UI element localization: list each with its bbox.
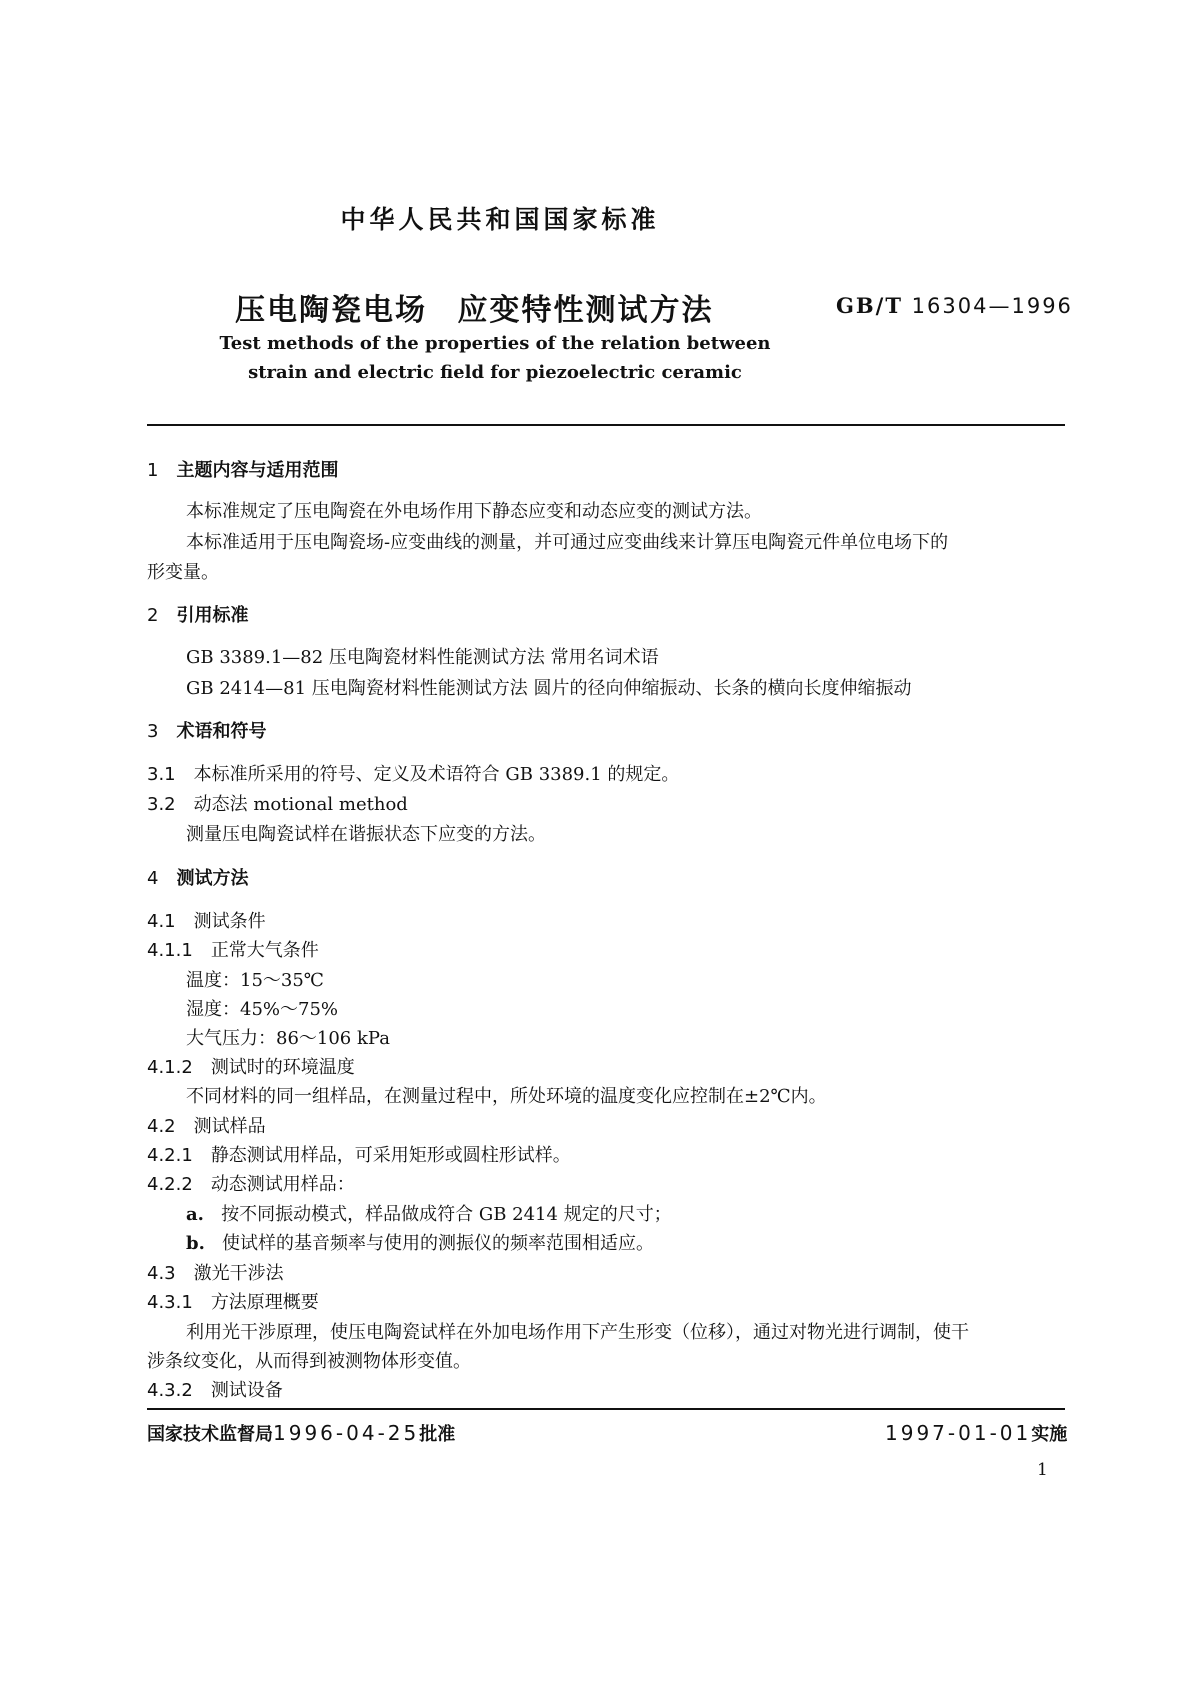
clause-text: 方法原理概要 [210, 1292, 319, 1313]
paragraph-continuation: 形变量。 [147, 562, 219, 583]
approval-date: 1996-04-25 [273, 1421, 420, 1445]
header-divider [147, 424, 1065, 426]
clause-number: 4.3.1 [147, 1292, 193, 1313]
reference-item: GB 2414—81 压电陶瓷材料性能测试方法 圆片的径向伸缩振动、长条的横向长度伸缩振动 [186, 678, 912, 699]
standard-prefix: GB/T [836, 293, 903, 318]
approval-org: 国家技术监督局 [147, 1424, 273, 1445]
clause-number: 4.2.2 [147, 1174, 193, 1195]
standard-code: 16304—1996 [911, 294, 1073, 318]
paragraph: 本标准规定了压电陶瓷在外电场作用下静态应变和动态应变的测试方法。 [186, 501, 762, 522]
clause-number: 3.2 [147, 794, 176, 815]
paragraph: 利用光干涉原理，使压电陶瓷试样在外加电场作用下产生形变（位移），通过对物光进行调制，使干 [186, 1322, 969, 1343]
clause-text: 激光干涉法 [193, 1263, 284, 1284]
section-number: 4 [147, 868, 159, 889]
pressure-condition: 大气压力：86～106 kPa [186, 1028, 390, 1049]
clause-4-3 [147, 1259, 284, 1285]
definition-text: 测量压电陶瓷试样在谐振状态下应变的方法。 [186, 824, 546, 845]
clause-3-2 [147, 790, 408, 816]
document-title-en-line1: Test methods of the properties of the relation between [219, 333, 771, 354]
paragraph-continuation: 涉条纹变化，从而得到被测物体形变值。 [147, 1351, 471, 1372]
document-title-zh: 压电陶瓷电场 应变特性测试方法 [235, 293, 714, 328]
approval-suffix: 批准 [419, 1424, 456, 1445]
national-standard-heading: 中华人民共和国国家标准 [340, 205, 660, 234]
clause-text: 测试样品 [193, 1116, 266, 1137]
page-number: 1 [1037, 1460, 1048, 1480]
clause-text: 测试时的环境温度 [210, 1057, 355, 1078]
section-number: 2 [147, 605, 159, 626]
clause-text: 本标准所采用的符号、定义及术语符合 GB 3389.1 的规定。 [193, 764, 680, 785]
humidity-condition: 湿度：45%～75% [186, 999, 339, 1020]
paragraph: 不同材料的同一组样品，在测量过程中，所处环境的温度变化应控制在±2℃内。 [186, 1086, 827, 1107]
clause-text: 静态测试用样品，可采用矩形或圆柱形试样。 [210, 1145, 571, 1166]
clause-number: 4.1 [147, 911, 176, 932]
clause-4-3-2 [147, 1376, 283, 1402]
clause-text: 测试条件 [193, 911, 266, 932]
list-marker: b. [186, 1233, 205, 1254]
section-3-heading [147, 717, 266, 743]
footer-divider [147, 1408, 1065, 1410]
list-item [186, 1200, 672, 1226]
clause-number: 4.2 [147, 1116, 176, 1137]
clause-number: 4.2.1 [147, 1145, 193, 1166]
list-item-text: 使试样的基音频率与使用的测振仪的频率范围相适应。 [222, 1233, 655, 1254]
clause-text: 动态测试用样品： [210, 1174, 355, 1195]
implementation-line [885, 1420, 1067, 1446]
clause-4-1-1 [147, 936, 319, 962]
document-title-en-line2: strain and electric field for piezoelectric ceramic [248, 362, 742, 383]
paragraph: 本标准适用于压电陶瓷场-应变曲线的测量，并可通过应变曲线来计算压电陶瓷元件单位电场下的 [186, 532, 949, 553]
clause-4-1 [147, 907, 266, 933]
section-number: 1 [147, 460, 159, 481]
clause-number: 3.1 [147, 764, 176, 785]
approval-line [147, 1420, 455, 1446]
clause-number: 4.1.1 [147, 940, 193, 961]
clause-3-1 [147, 760, 679, 786]
clause-4-2-2 [147, 1170, 355, 1196]
temperature-condition: 温度：15～35℃ [186, 970, 324, 991]
section-number: 3 [147, 721, 159, 742]
section-2-heading [147, 601, 248, 627]
clause-4-2-1 [147, 1141, 571, 1167]
clause-4-2 [147, 1112, 266, 1138]
clause-4-1-2 [147, 1053, 355, 1079]
clause-text: 动态法 motional method [193, 794, 408, 815]
clause-number: 4.3 [147, 1263, 176, 1284]
clause-number: 4.1.2 [147, 1057, 193, 1078]
list-item [186, 1229, 654, 1255]
reference-item: GB 3389.1—82 压电陶瓷材料性能测试方法 常用名词术语 [186, 647, 659, 668]
section-title: 引用标准 [176, 605, 249, 626]
implementation-suffix: 实施 [1031, 1424, 1068, 1445]
section-title: 术语和符号 [176, 721, 267, 742]
list-item-text: 按不同振动模式，样品做成符合 GB 2414 规定的尺寸； [221, 1204, 672, 1225]
section-title: 主题内容与适用范围 [176, 460, 339, 481]
section-1-heading [147, 456, 338, 482]
standard-number [836, 293, 1073, 318]
clause-text: 正常大气条件 [210, 940, 319, 961]
implementation-date: 1997-01-01 [885, 1421, 1032, 1445]
clause-4-3-1 [147, 1288, 319, 1314]
section-title: 测试方法 [176, 868, 249, 889]
list-marker: a. [186, 1204, 204, 1225]
clause-number: 4.3.2 [147, 1380, 193, 1401]
section-4-heading [147, 864, 248, 890]
clause-text: 测试设备 [210, 1380, 283, 1401]
